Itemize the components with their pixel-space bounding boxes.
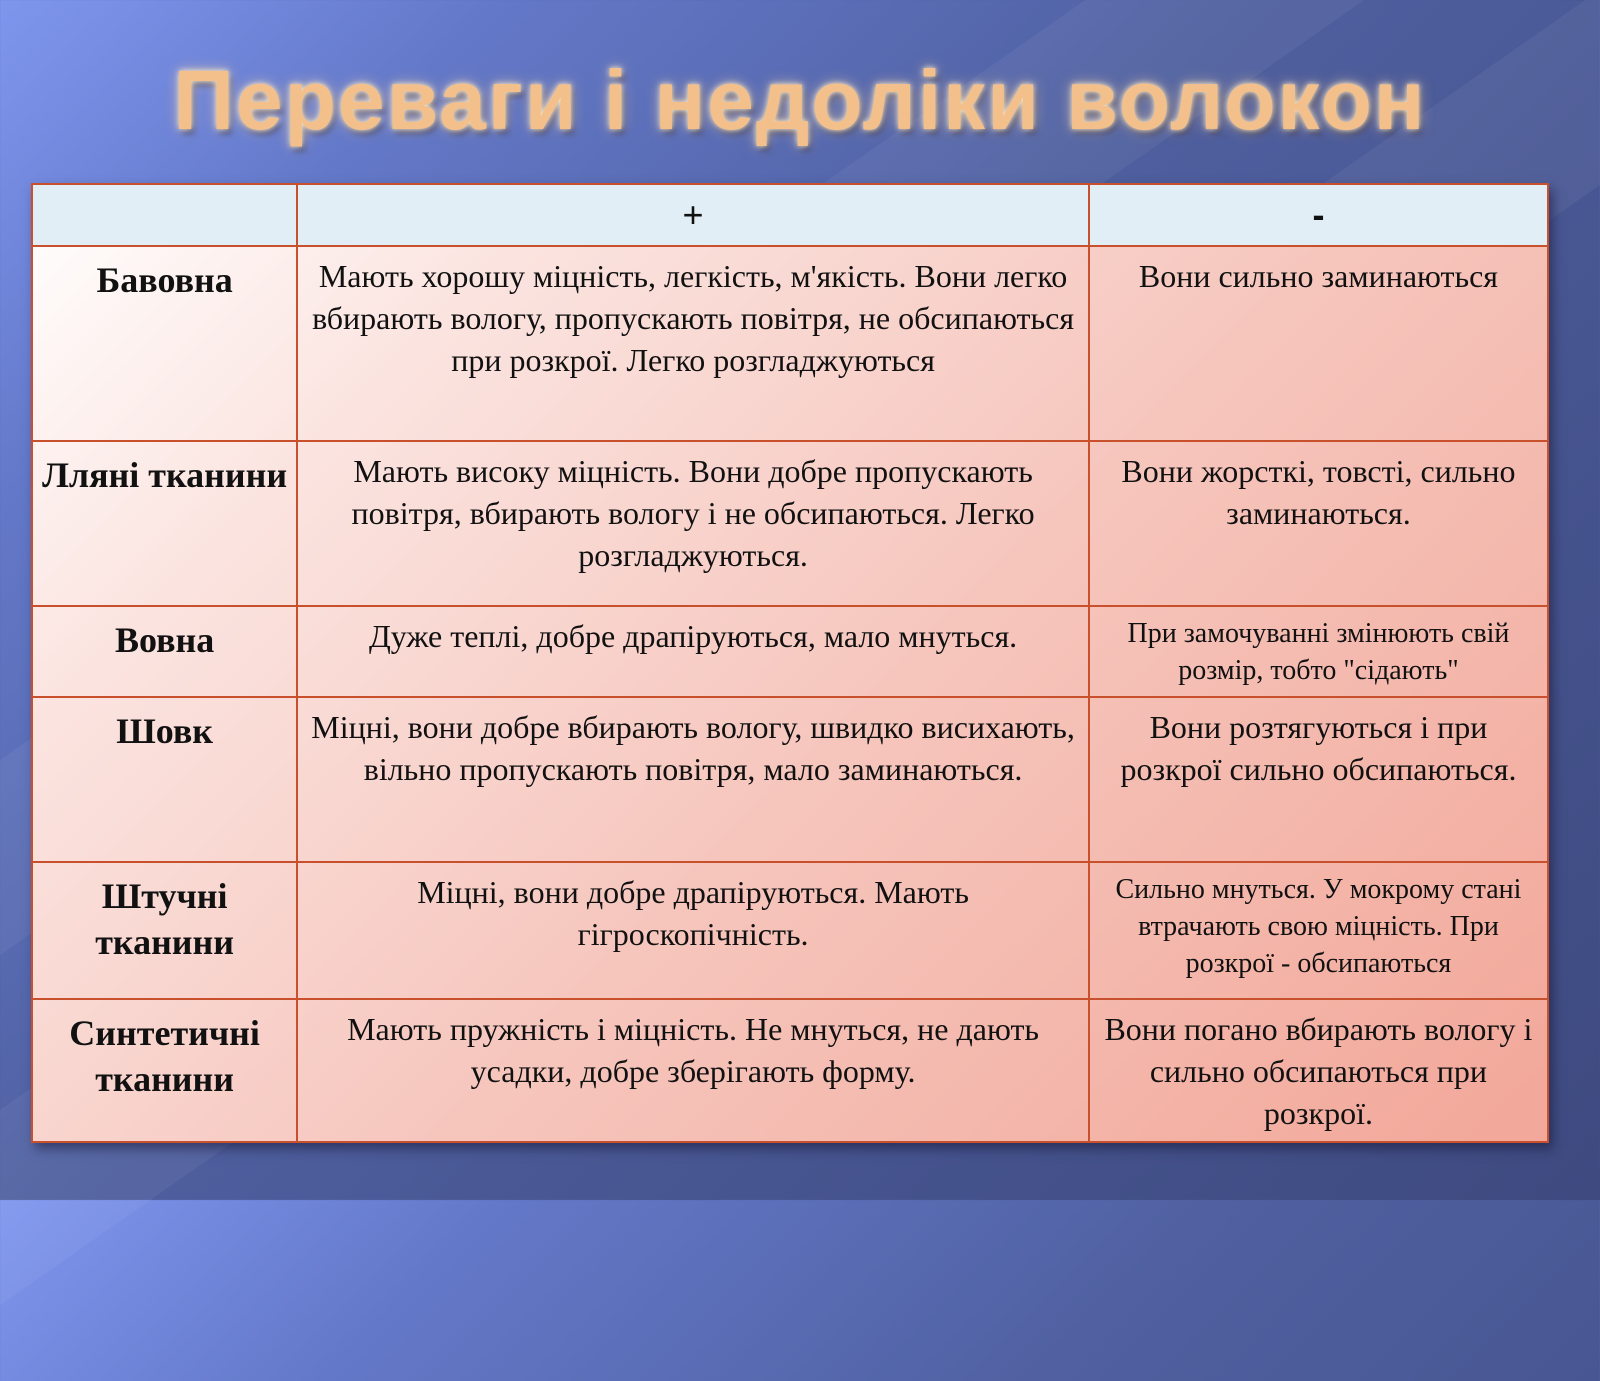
header-cell-cons: -: [1089, 184, 1548, 246]
comparison-table-container: [31, 183, 1549, 1143]
pros-cell: Міцні, вони добре вбирають вологу, швидко висихають, вільно пропускають повітря, мало заминаються.: [297, 697, 1089, 863]
cons-cell: При замочуванні змінюють свій розмір, тобто "сідають": [1089, 606, 1548, 696]
fabric-name-cell: Вовна: [32, 606, 297, 696]
table-row: [32, 606, 1548, 696]
fabric-name-cell: Бавовна: [32, 246, 297, 441]
pros-cell: Мають високу міцність. Вони добре пропускають повітря, вбирають вологу і не обсипаються. Легко розгладжуються.: [297, 441, 1089, 607]
table-row: [32, 862, 1548, 998]
table-row: [32, 697, 1548, 863]
fabric-name-cell: Лляні тканини: [32, 441, 297, 607]
fabric-name-cell: Штучні тканини: [32, 862, 297, 998]
table-row: [32, 441, 1548, 607]
header-cell-pros: +: [297, 184, 1089, 246]
table-row: [32, 999, 1548, 1142]
pros-cell: Міцні, вони добре драпіруються. Мають гігроскопічність.: [297, 862, 1089, 998]
pros-cell: Мають пружність і міцність. Не мнуться, не дають усадки, добре зберігають форму.: [297, 999, 1089, 1142]
table-header-row: [32, 184, 1548, 246]
table-row: [32, 246, 1548, 441]
fabric-name-cell: Синтетичні тканини: [32, 999, 297, 1142]
comparison-table: [31, 183, 1549, 1143]
cons-cell: Вони погано вбирають вологу і сильно обсипаються при розкрої.: [1089, 999, 1548, 1142]
cons-cell: Вони розтягуються і при розкрої сильно обсипаються.: [1089, 697, 1548, 863]
pros-cell: Дуже теплі, добре драпіруються, мало мнуться.: [297, 606, 1089, 696]
cons-cell: Вони сильно заминаються: [1089, 246, 1548, 441]
cons-cell: Сильно мнуться. У мокрому стані втрачають свою міцність. При розкрої - обсипаються: [1089, 862, 1548, 998]
pros-cell: Мають хорошу міцність, легкість, м'якість. Вони легко вбирають вологу, пропускають повітря, не обсипаються при розкрої. Легко розгладжуються: [297, 246, 1089, 441]
slide-title: Переваги і недоліки волокон: [173, 53, 1427, 147]
header-cell-empty: [32, 184, 297, 246]
cons-cell: Вони жорсткі, товсті, сильно заминаються.: [1089, 441, 1548, 607]
fabric-name-cell: Шовк: [32, 697, 297, 863]
